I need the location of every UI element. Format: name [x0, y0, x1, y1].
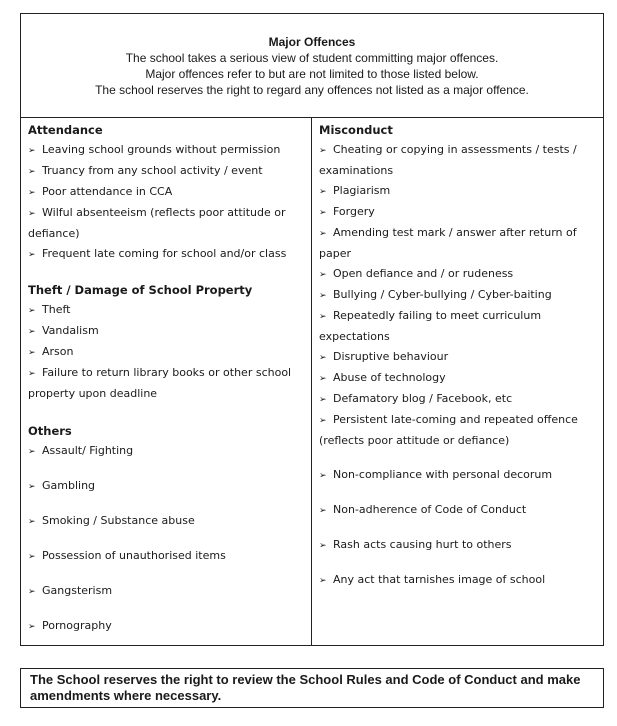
review-notice-text: The School reserves the right to review the School Rules and Code of Conduct and make amendments where necessary.	[30, 672, 581, 703]
list-item-label: Open defiance and / or rudeness	[333, 267, 514, 280]
list-item-label: Cheating or copying in assessments / tests / examinations	[319, 143, 577, 177]
list-item	[28, 203, 307, 244]
list-item	[28, 300, 307, 321]
list-item-label: Gambling	[42, 479, 96, 492]
theft-list	[28, 300, 307, 404]
arrow-bullet-icon: ➢	[28, 447, 36, 457]
list-item	[319, 223, 599, 264]
list-item-label: Wilful absenteeism (reflects poor attitude or defiance)	[28, 206, 286, 240]
list-item	[319, 465, 599, 486]
list-item-label: Poor attendance in CCA	[42, 185, 173, 198]
list-item-label: Gangsterism	[42, 584, 113, 597]
arrow-bullet-icon: ➢	[28, 209, 36, 219]
arrow-bullet-icon: ➢	[28, 348, 36, 358]
arrow-bullet-icon: ➢	[28, 306, 36, 316]
arrow-bullet-icon: ➢	[319, 208, 327, 218]
section-heading-misconduct: Misconduct	[319, 123, 393, 137]
list-item-label: Disruptive behaviour	[333, 350, 449, 363]
arrow-bullet-icon: ➢	[319, 506, 327, 516]
arrow-bullet-icon: ➢	[319, 576, 327, 586]
review-notice-box	[20, 668, 604, 708]
list-item	[319, 285, 599, 306]
arrow-bullet-icon: ➢	[28, 517, 36, 527]
arrow-bullet-icon: ➢	[28, 552, 36, 562]
arrow-bullet-icon: ➢	[319, 291, 327, 301]
arrow-bullet-icon: ➢	[28, 587, 36, 597]
list-item	[28, 616, 307, 637]
arrow-bullet-icon: ➢	[319, 270, 327, 280]
list-item	[319, 500, 599, 521]
list-item-label: Rash acts causing hurt to others	[333, 538, 512, 551]
arrow-bullet-icon: ➢	[319, 416, 327, 426]
list-item	[319, 368, 599, 389]
list-item	[28, 363, 307, 404]
arrow-bullet-icon: ➢	[28, 622, 36, 632]
arrow-bullet-icon: ➢	[319, 312, 327, 322]
list-item-label: Any act that tarnishes image of school	[333, 573, 546, 586]
list-item	[28, 441, 307, 462]
section-heading-attendance: Attendance	[28, 123, 103, 137]
misconduct-section	[319, 120, 599, 591]
offences-table	[20, 117, 604, 646]
arrow-bullet-icon: ➢	[319, 229, 327, 239]
list-item	[319, 181, 599, 202]
list-item-label: Possession of unauthorised items	[42, 549, 226, 562]
list-item-label: Bullying / Cyber-bullying / Cyber-baiting	[333, 288, 552, 301]
list-item	[28, 476, 307, 497]
list-item-label: Non-compliance with personal decorum	[333, 468, 553, 481]
list-item-label: Vandalism	[42, 324, 99, 337]
arrow-bullet-icon: ➢	[28, 369, 36, 379]
header-line-1: The school takes a serious view of student committing major offences.	[125, 51, 499, 65]
list-item-label: Truancy from any school activity / event	[42, 164, 263, 177]
list-item-label: Abuse of technology	[333, 371, 446, 384]
list-item-label: Amending test mark / answer after return of paper	[319, 226, 577, 260]
list-item	[319, 535, 599, 556]
attendance-section	[28, 120, 307, 265]
misconduct-list	[319, 140, 599, 591]
arrow-bullet-icon: ➢	[319, 374, 327, 384]
list-item-label: Forgery	[333, 205, 375, 218]
theft-section	[28, 280, 307, 404]
major-offences-header	[20, 13, 604, 118]
arrow-bullet-icon: ➢	[28, 167, 36, 177]
left-column	[21, 117, 312, 645]
list-item	[319, 264, 599, 285]
list-item-label: Plagiarism	[333, 184, 391, 197]
list-item	[28, 321, 307, 342]
page-title: Major Offences	[268, 35, 356, 49]
list-item	[319, 570, 599, 591]
arrow-bullet-icon: ➢	[28, 188, 36, 198]
list-item-label: Frequent late coming for school and/or class	[42, 247, 287, 260]
list-item	[28, 182, 307, 203]
list-item	[319, 389, 599, 410]
arrow-bullet-icon: ➢	[28, 327, 36, 337]
others-list	[28, 441, 307, 637]
list-item-label: Smoking / Substance abuse	[42, 514, 195, 527]
list-item-label: Pornography	[42, 619, 112, 632]
list-item	[28, 161, 307, 182]
list-item	[319, 202, 599, 223]
list-item-label: Persistent late-coming and repeated offence (reflects poor attitude or defiance)	[319, 413, 578, 447]
list-item-label: Non-adherence of Code of Conduct	[333, 503, 527, 516]
list-item	[319, 347, 599, 368]
arrow-bullet-icon: ➢	[319, 353, 327, 363]
arrow-bullet-icon: ➢	[28, 146, 36, 156]
header-line-3: The school reserves the right to regard any offences not listed as a major offence.	[95, 83, 529, 97]
list-item-label: Repeatedly failing to meet curriculum expectations	[319, 309, 542, 343]
arrow-bullet-icon: ➢	[319, 541, 327, 551]
list-item-label: Theft	[42, 303, 71, 316]
arrow-bullet-icon: ➢	[319, 395, 327, 405]
header-line-2: Major offences refer to but are not limited to those listed below.	[145, 67, 479, 81]
section-heading-theft: Theft / Damage of School Property	[28, 283, 253, 297]
others-section	[28, 421, 307, 637]
section-heading-others: Others	[28, 424, 72, 438]
right-column	[312, 117, 603, 645]
list-item	[28, 140, 307, 161]
list-item	[28, 342, 307, 363]
list-item	[28, 244, 307, 265]
list-item	[319, 306, 599, 347]
list-item-label: Defamatory blog / Facebook, etc	[333, 392, 513, 405]
list-item-label: Arson	[42, 345, 74, 358]
list-item-label: Failure to return library books or other school property upon deadline	[28, 366, 292, 400]
arrow-bullet-icon: ➢	[28, 482, 36, 492]
list-item	[28, 546, 307, 567]
list-item	[319, 410, 599, 451]
list-item	[28, 511, 307, 532]
list-item	[319, 140, 599, 181]
list-item	[28, 581, 307, 602]
list-item-label: Assault/ Fighting	[42, 444, 134, 457]
arrow-bullet-icon: ➢	[319, 187, 327, 197]
attendance-list	[28, 140, 307, 265]
list-item-label: Leaving school grounds without permission	[42, 143, 281, 156]
arrow-bullet-icon: ➢	[28, 250, 36, 260]
arrow-bullet-icon: ➢	[319, 471, 327, 481]
arrow-bullet-icon: ➢	[319, 146, 327, 156]
